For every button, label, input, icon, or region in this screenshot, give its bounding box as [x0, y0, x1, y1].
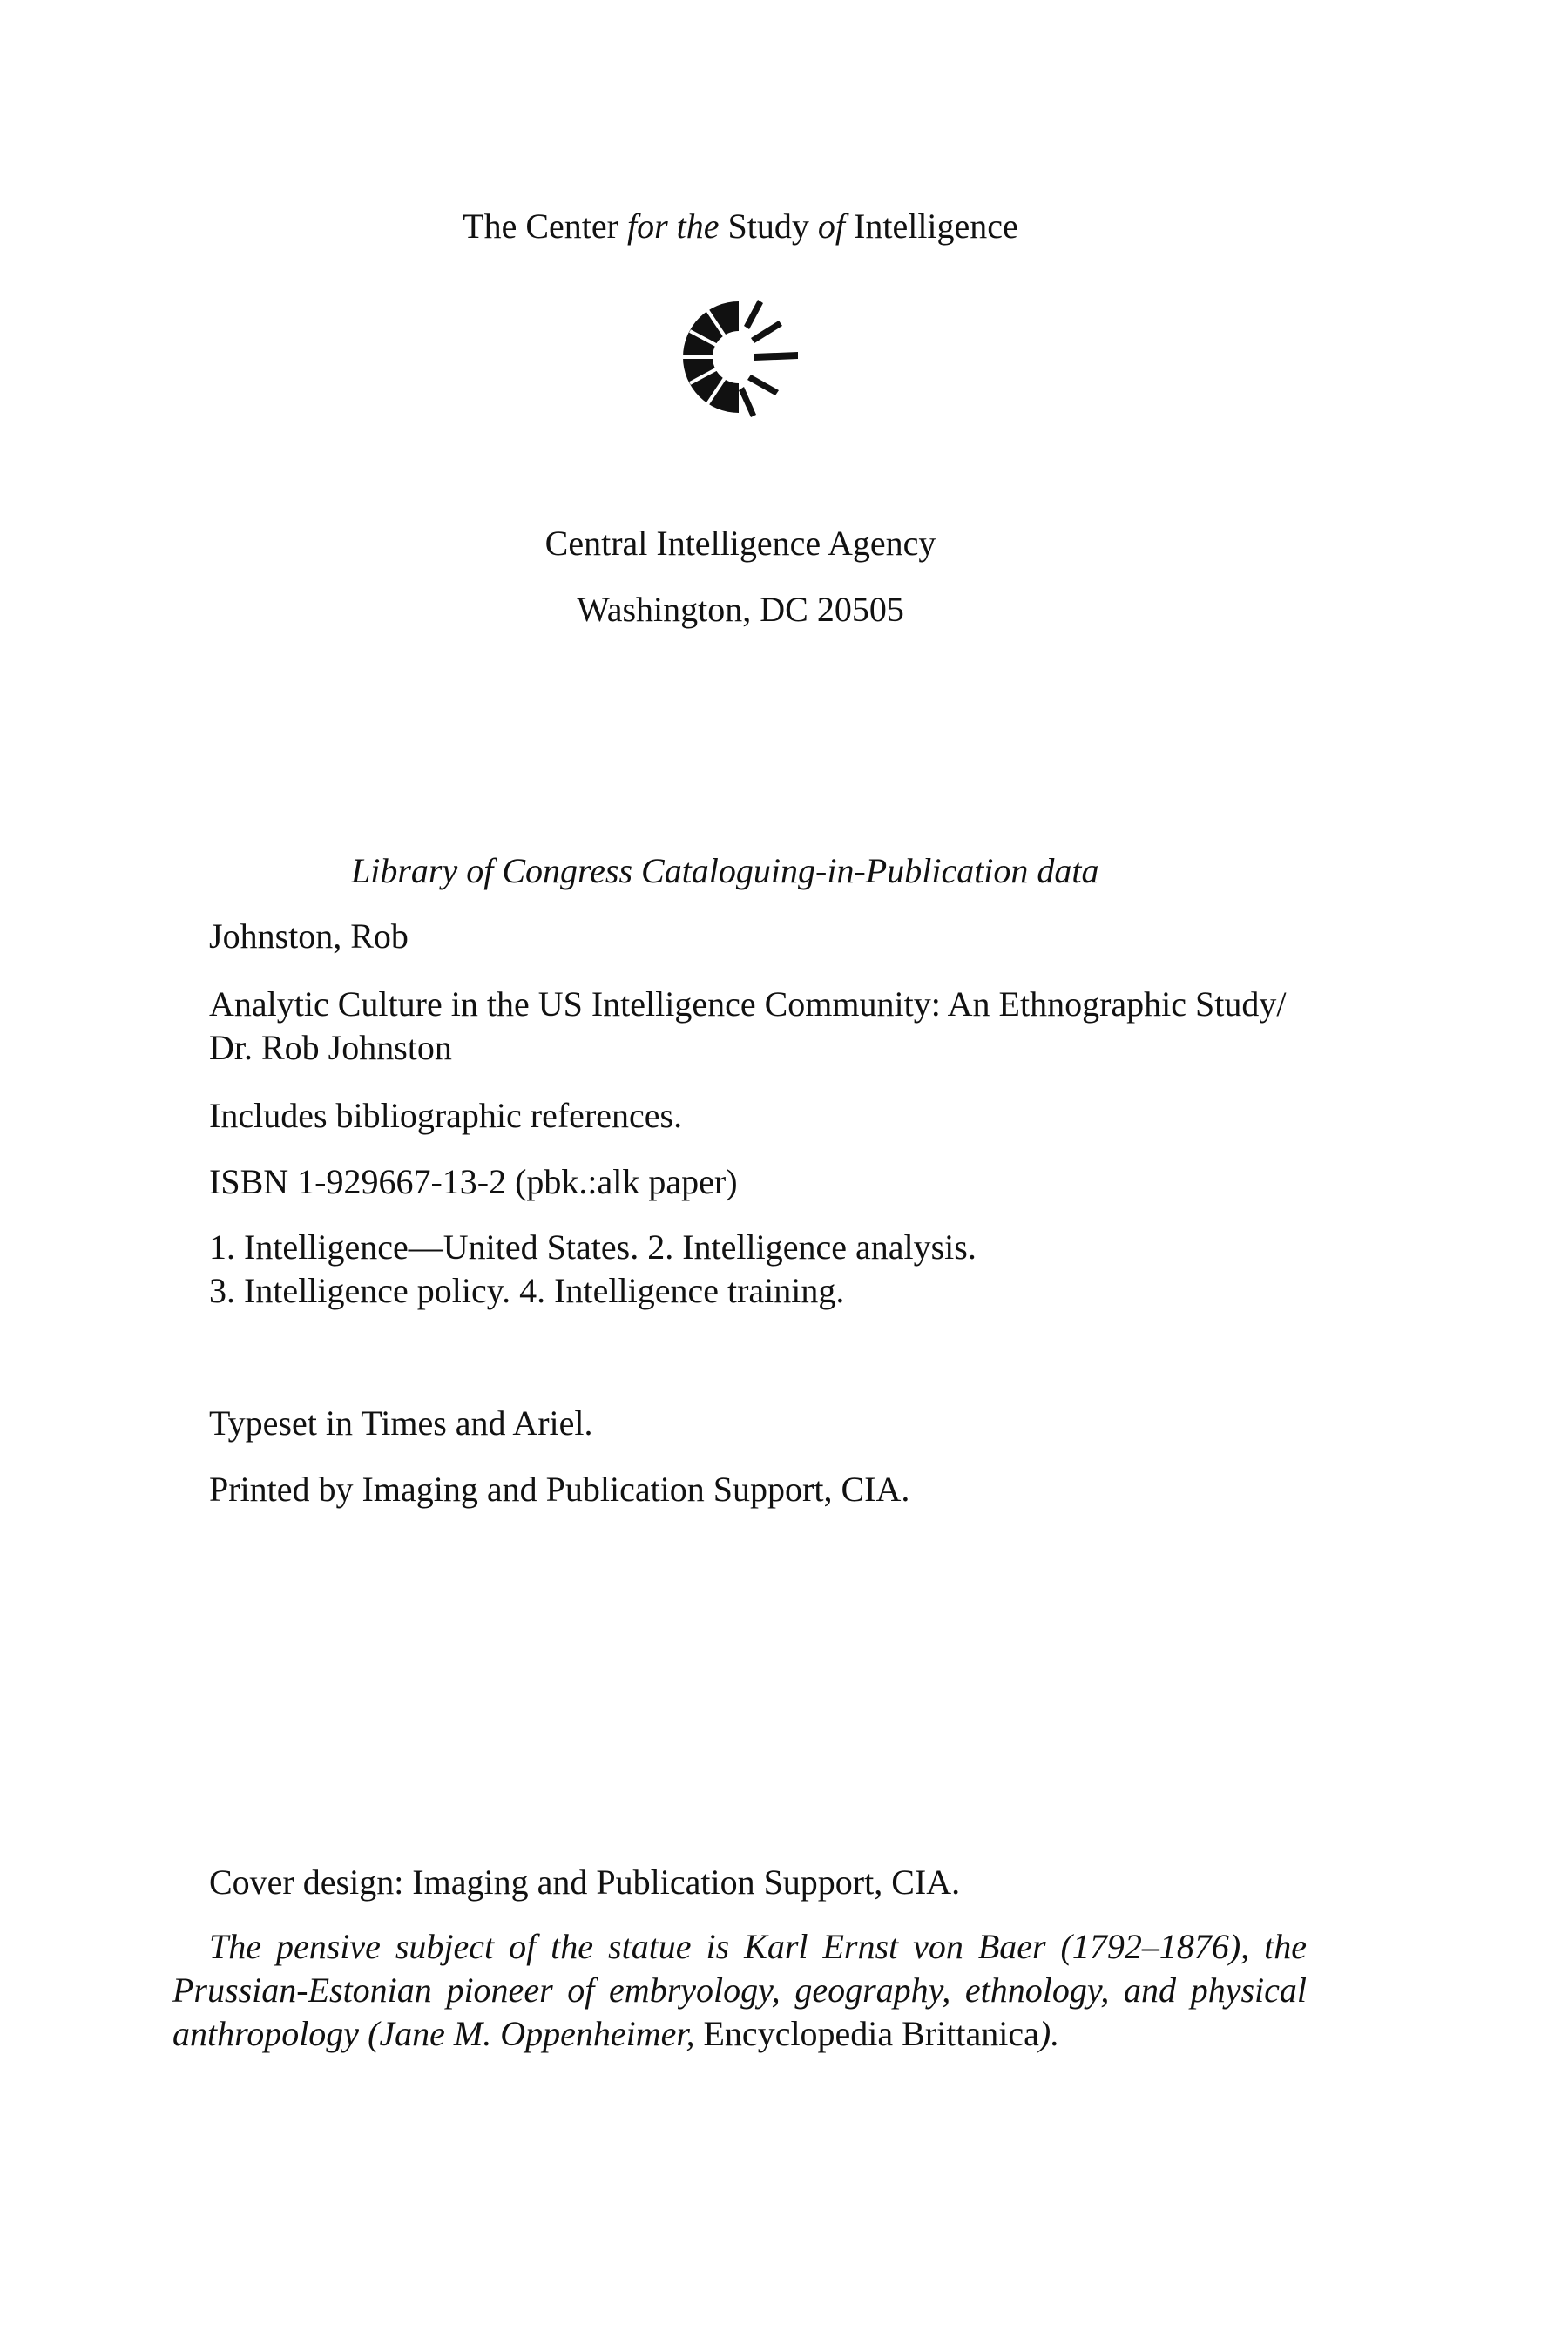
- heading-part-for-the: for the: [626, 206, 720, 246]
- cip-title-line: Dr. Rob Johnston: [209, 1028, 452, 1067]
- agency-address: Washington, DC 20505: [577, 590, 904, 629]
- heading-part-the-center: The Center: [463, 206, 627, 246]
- cip-subjects: [209, 1226, 1307, 1313]
- cip-author: Johnston, Rob: [209, 916, 409, 956]
- cip-title: [209, 983, 1307, 1070]
- csi-logo: [671, 287, 810, 427]
- cip-title-line: Analytic Culture in the US Intelligence Community: An Ethnographic Study/: [209, 984, 1287, 1024]
- cover-design-note: Cover design: Imaging and Publication Support, CIA.: [209, 1862, 961, 1902]
- sunburst-seal-icon: [671, 287, 810, 427]
- cip-bibliography: Includes bibliographic references.: [209, 1096, 683, 1135]
- typeset-note: Typeset in Times and Ariel.: [209, 1403, 593, 1443]
- cip-heading: Library of Congress Cataloguing-in-Publication data: [351, 851, 1099, 890]
- cover-caption-source: Encyclopedia Brittanica: [703, 2014, 1039, 2053]
- cip-subject-line: 1. Intelligence—United States. 2. Intelligence analysis.: [209, 1227, 977, 1267]
- printed-note: Printed by Imaging and Publication Support, CIA.: [209, 1470, 910, 1509]
- cover-caption: [172, 1925, 1307, 2056]
- cover-caption-end: ).: [1038, 2014, 1060, 2053]
- heading-part-study: Study: [719, 206, 818, 246]
- cip-subject-line: 3. Intelligence policy. 4. Intelligence training.: [209, 1271, 845, 1310]
- center-for-study-of-intelligence-heading: [0, 206, 1481, 247]
- heading-part-of: of: [817, 206, 846, 246]
- cover-caption-italic: The pensive subject of the statue is Karl Ernst von Baer (1792–1876), the Prussian-Estonian pioneer of embryology, geography, ethnology, and physical anthropology (Jane M. Oppenheimer,: [172, 1927, 1307, 2053]
- heading-part-intelligence: Intelligence: [845, 206, 1018, 246]
- cip-isbn: ISBN 1-929667-13-2 (pbk.:alk paper): [209, 1162, 738, 1201]
- agency-name: Central Intelligence Agency: [544, 524, 936, 563]
